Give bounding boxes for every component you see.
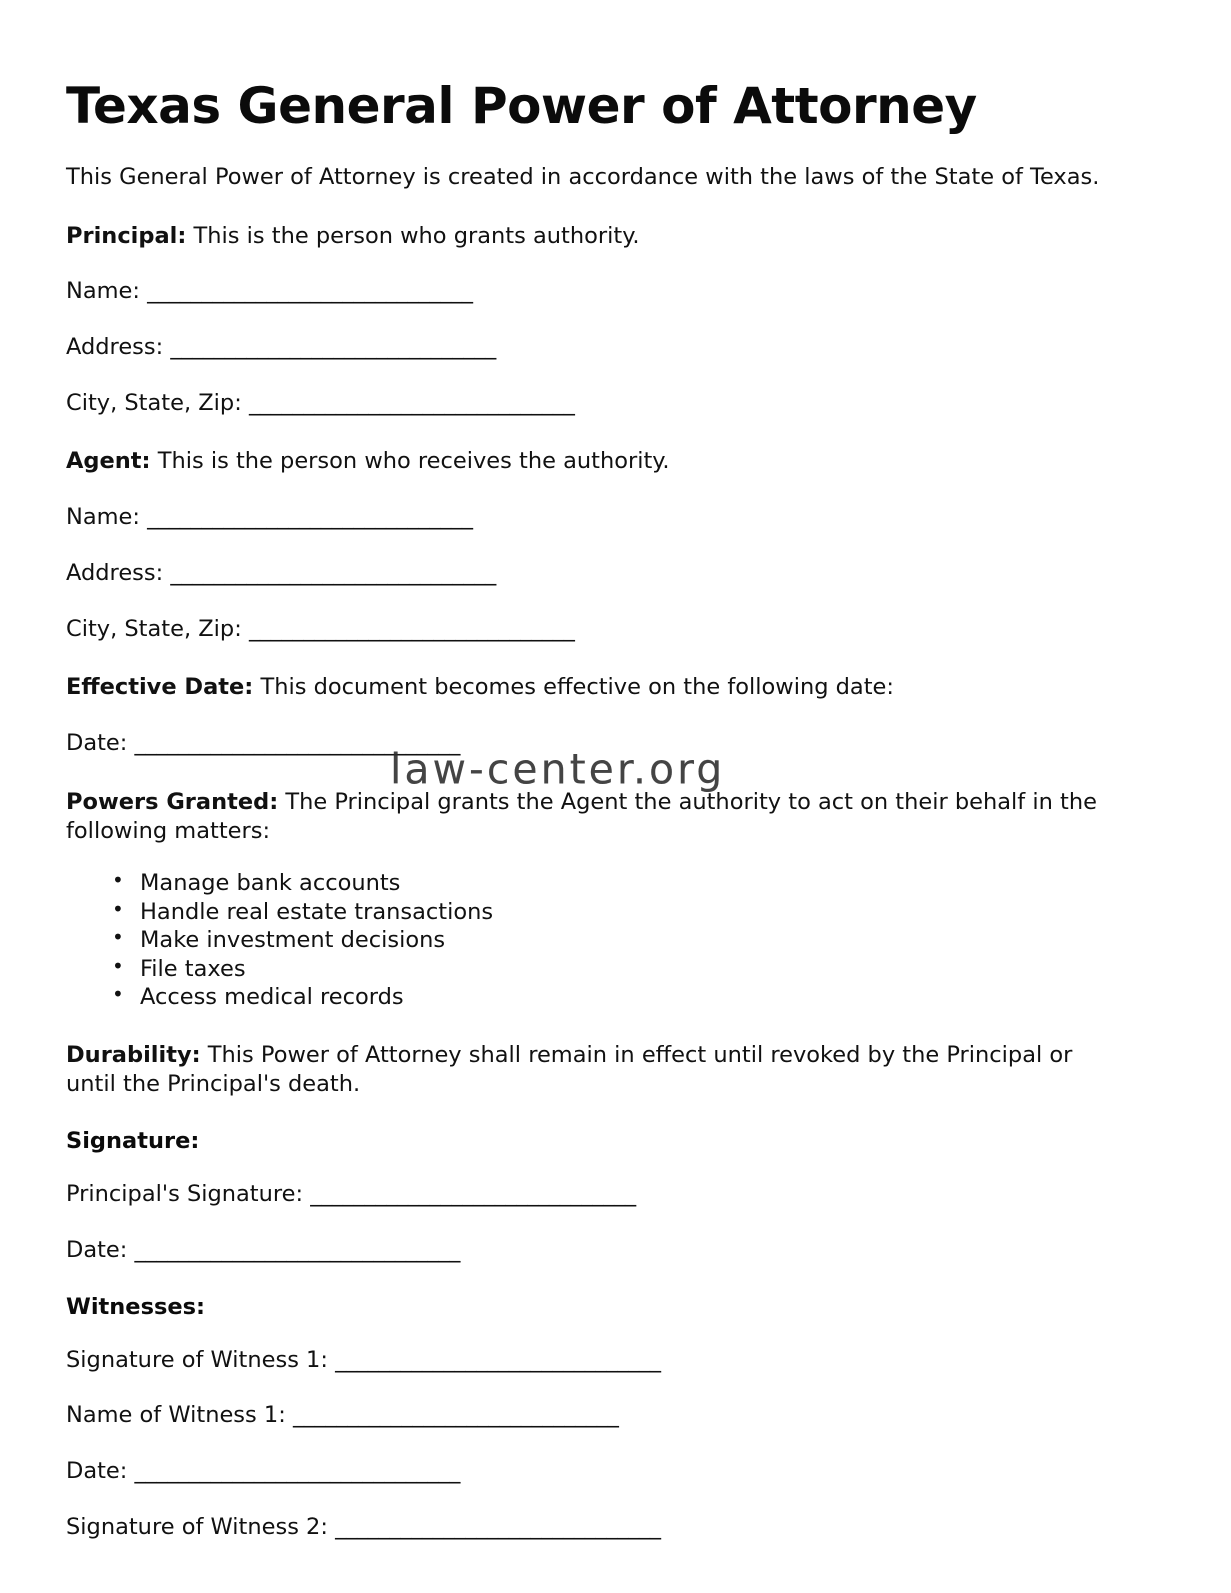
effective-date-label: Effective Date:: [66, 674, 254, 701]
principal-name-blank[interactable]: ______________________________: [147, 278, 473, 305]
list-item: • Manage bank accounts: [140, 869, 1165, 898]
agent-description: This is the person who receives the authority.: [150, 448, 670, 475]
powers-granted-block: [66, 744, 1165, 847]
witness1-date-blank[interactable]: ______________________________: [134, 1457, 461, 1484]
signature-date-field: [66, 1210, 1165, 1266]
principal-signature-field: [66, 1154, 1165, 1210]
agent-city-state-zip-field: [66, 589, 1165, 645]
principal-city-state-zip-field: [66, 363, 1165, 419]
list-item: • Access medical records: [140, 983, 1165, 1012]
list-item: • Make investment decisions: [140, 926, 1165, 955]
effective-date-field: [66, 703, 1165, 759]
intro-paragraph: This General Power of Attorney is created in accordance with the laws of the State of Texas.: [66, 164, 1100, 190]
witness1-name-blank[interactable]: ______________________________: [292, 1402, 619, 1429]
principal-address-blank[interactable]: ______________________________: [170, 334, 496, 361]
page-title: Texas General Power of Attorney: [66, 77, 977, 135]
agent-city-state-zip-label: City, State, Zip:: [66, 615, 249, 642]
durability-label: Durability:: [66, 1041, 201, 1068]
powers-granted-description: The Principal grants the Agent the authority to act on their behalf in the following matters:: [66, 788, 1097, 845]
principal-address-field: [66, 307, 1165, 363]
agent-name-blank[interactable]: ______________________________: [147, 504, 473, 531]
effective-date-heading: [66, 644, 1106, 703]
agent-name-field: [66, 477, 1165, 533]
witness2-signature-field: [66, 1487, 1165, 1543]
principal-description: This is the person who grants authority.: [186, 222, 640, 249]
durability-description: This Power of Attorney shall remain in effect until revoked by the Principal or until the Principal's death.: [66, 1041, 1073, 1098]
agent-name-label: Name:: [66, 504, 148, 531]
powers-list: [66, 847, 1165, 1012]
principal-heading: [66, 193, 1106, 252]
list-item: • Handle real estate transactions: [140, 898, 1165, 927]
witness1-signature-label: Signature of Witness 1:: [66, 1346, 336, 1373]
principal-label: Principal:: [66, 222, 187, 249]
witness1-signature-field: [66, 1320, 1165, 1376]
agent-label: Agent:: [66, 448, 151, 475]
principal-name-field: [66, 251, 1165, 307]
signature-date-blank[interactable]: ______________________________: [134, 1236, 461, 1263]
signature-section-heading: Signature:: [66, 1128, 200, 1155]
principal-city-state-zip-label: City, State, Zip:: [66, 389, 249, 416]
watermark-text: law-center.org: [390, 744, 726, 794]
witness2-signature-label: Signature of Witness 2:: [66, 1513, 336, 1540]
powers-granted-label: Powers Granted:: [66, 788, 279, 815]
list-item: • File taxes: [140, 955, 1165, 984]
agent-address-blank[interactable]: ______________________________: [170, 559, 496, 586]
witness2-signature-blank[interactable]: ______________________________: [335, 1513, 661, 1540]
durability-heading: [66, 1012, 1106, 1100]
witness1-name-label: Name of Witness 1:: [66, 1402, 293, 1429]
witness1-date-label: Date:: [66, 1457, 135, 1484]
principal-address-label: Address:: [66, 334, 171, 361]
witness1-date-field: [66, 1431, 1165, 1487]
powers-granted-heading: [66, 759, 1106, 847]
effective-date-blank[interactable]: ______________________________: [134, 729, 461, 756]
agent-city-state-zip-blank[interactable]: ______________________________: [248, 615, 575, 642]
witness1-signature-blank[interactable]: ______________________________: [335, 1346, 661, 1373]
principal-signature-label: Principal's Signature:: [66, 1181, 311, 1208]
agent-heading: [66, 418, 1106, 477]
agent-address-label: Address:: [66, 559, 171, 586]
principal-city-state-zip-blank[interactable]: ______________________________: [248, 389, 575, 416]
principal-signature-blank[interactable]: ______________________________: [310, 1181, 636, 1208]
witness1-name-field: [66, 1375, 1165, 1431]
agent-address-field: [66, 533, 1165, 589]
signature-date-label: Date:: [66, 1236, 135, 1263]
principal-name-label: Name:: [66, 278, 148, 305]
witnesses-section-heading: Witnesses:: [66, 1293, 205, 1320]
effective-date-field-label: Date:: [66, 729, 135, 756]
effective-date-description: This document becomes effective on the following date:: [253, 674, 894, 701]
